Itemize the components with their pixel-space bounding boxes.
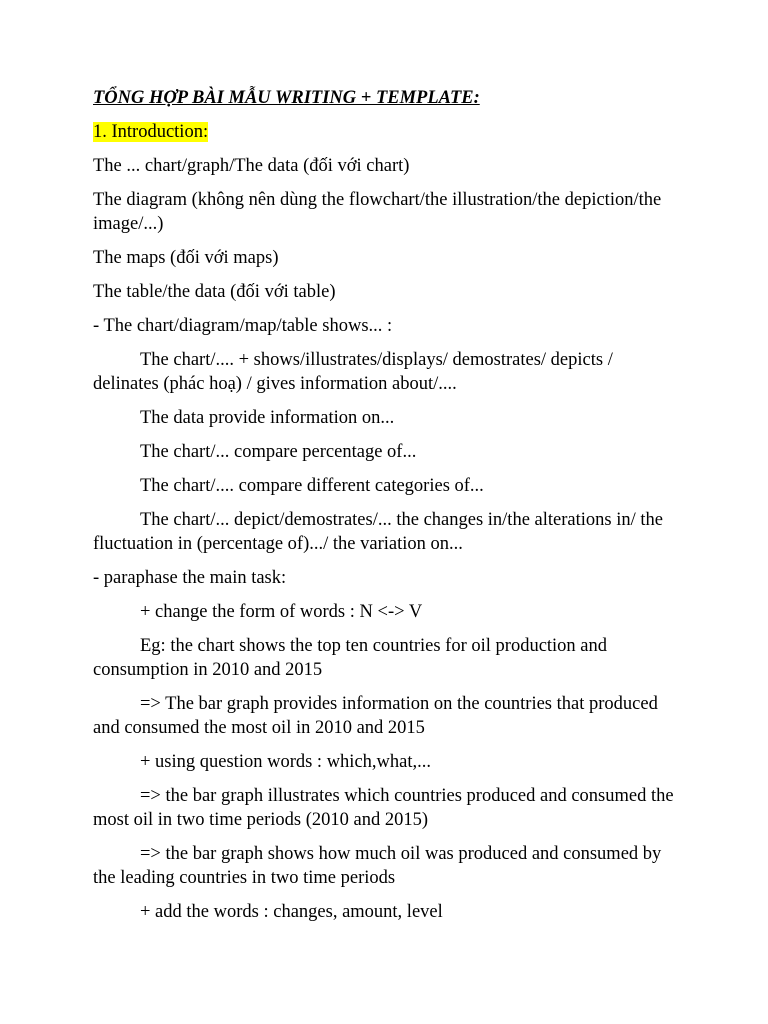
- paragraph: The diagram (không nên dùng the flowchart/the illustration/the depiction/the image/...): [93, 190, 662, 234]
- paragraph: + change the form of words : N <-> V: [140, 602, 423, 622]
- paragraph: => The bar graph provides information on the countries that produced and consumed the most oil in 2010 and 2015: [93, 694, 658, 738]
- paragraph: The chart/... depict/demostrates/... the changes in/the alterations in/ the fluctuation in (percentage of).../ the variation on...: [93, 510, 663, 554]
- paragraph: - The chart/diagram/map/table shows... :: [93, 316, 393, 336]
- paragraph: The chart/.... compare different categories of...: [140, 476, 484, 496]
- paragraph: The ... chart/graph/The data (đối với chart): [93, 156, 410, 176]
- section-heading: [93, 120, 683, 144]
- paragraph: - paraphase the main task:: [93, 568, 287, 588]
- paragraph: Eg: the chart shows the top ten countries for oil production and consumption in 2010 and 2015: [93, 636, 608, 680]
- paragraph: + add the words : changes, amount, level: [140, 902, 443, 922]
- paragraph: => the bar graph illustrates which countries produced and consumed the most oil in two time periods (2010 and 2015): [93, 786, 674, 830]
- paragraph: The chart/... compare percentage of...: [140, 442, 417, 462]
- section-heading-highlight: 1. Introduction:: [93, 122, 209, 142]
- paragraph: The maps (đối với maps): [93, 248, 279, 268]
- paragraph: The table/the data (đối với table): [93, 282, 336, 302]
- document-page: [93, 86, 683, 934]
- document-title: TỔNG HỢP BÀI MẪU WRITING + TEMPLATE:: [93, 88, 480, 108]
- paragraph: => the bar graph shows how much oil was produced and consumed by the leading countries in two time periods: [93, 844, 662, 888]
- paragraph: The data provide information on...: [140, 408, 395, 428]
- paragraph: The chart/.... + shows/illustrates/displays/ demostrates/ depicts / delinates (phác hoạ) / gives information about/....: [93, 350, 613, 394]
- paragraph: + using question words : which,what,...: [140, 752, 431, 772]
